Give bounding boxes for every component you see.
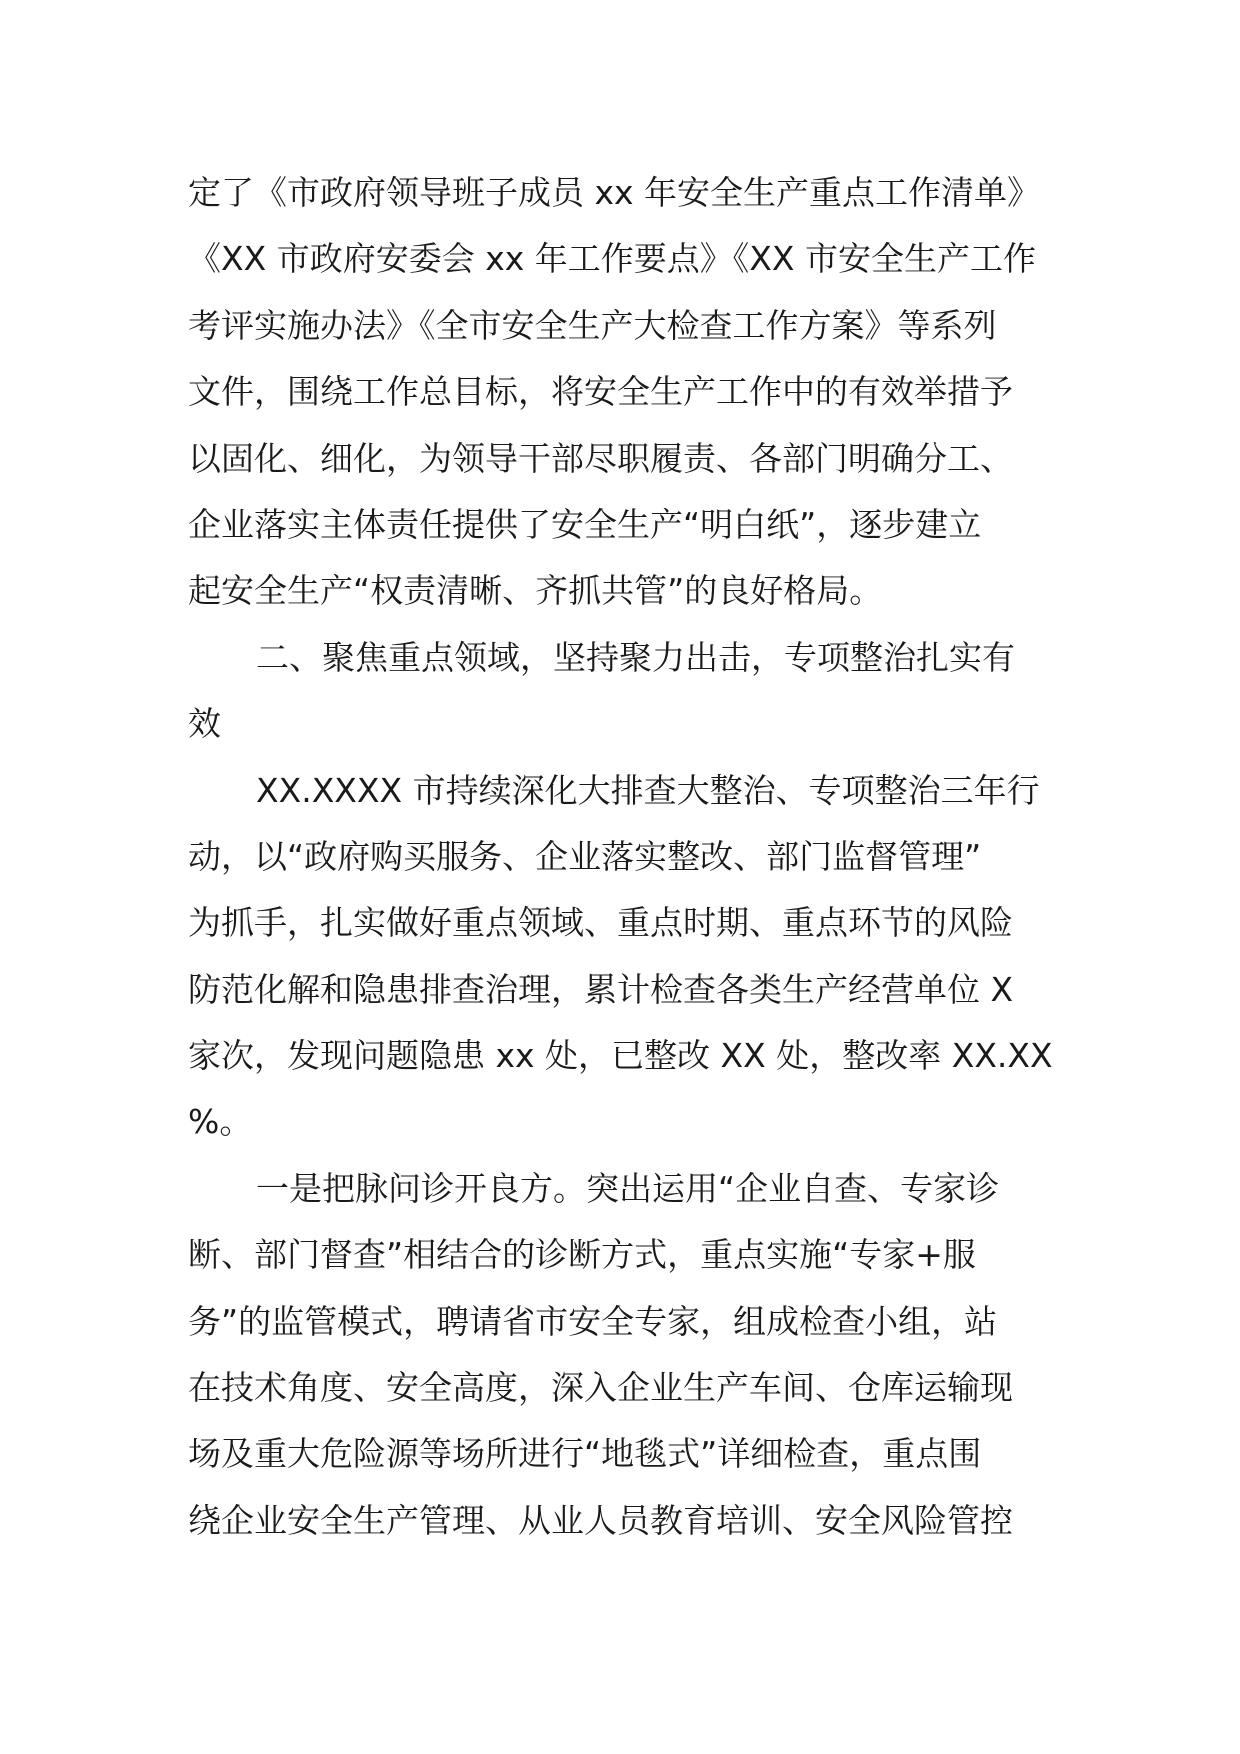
text-line: 家次，发现问题隐患 xx 处，已整改 XX 处，整改率 XX.XX <box>188 1036 1053 1076</box>
text-line: 防范化解和隐患排查治理，累计检查各类生产经营单位 X <box>188 969 1014 1009</box>
text-line: 绕企业安全生产管理、从业人员教育培训、安全风险管控 <box>188 1500 1013 1540</box>
section-heading-line: 二、聚焦重点领域，坚持聚力出击，专项整治扎实有 <box>256 637 1015 677</box>
text-line: 动，以“政府购买服务、企业落实整改、部门监督管理” <box>188 836 982 876</box>
text-line: 文件，围绕工作总目标，将安全生产工作中的有效举措予 <box>188 372 1013 412</box>
text-line: 企业落实主体责任提供了安全生产“明白纸”，逐步建立 <box>188 504 982 544</box>
text-line: %。 <box>188 1102 253 1142</box>
section-heading-line: 效 <box>188 704 221 744</box>
text-line: 一是把脉问诊开良方。突出运用“企业自查、专家诊 <box>256 1168 1000 1208</box>
text-line: 在技术角度、安全高度，深入企业生产车间、仓库运输现 <box>188 1368 1013 1408</box>
text-line: 务”的监管模式，聘请省市安全专家，组成检查小组，站 <box>188 1301 998 1341</box>
text-line: 断、部门督查”相结合的诊断方式，重点实施“专家+服 <box>188 1235 976 1275</box>
text-line: 《XX 市政府安委会 xx 年工作要点》《XX 市安全生产工作 <box>188 239 1036 279</box>
text-line: XX.XXXX 市持续深化大排查大整治、专项整治三年行 <box>256 770 1040 810</box>
text-line: 起安全生产“权责清晰、齐抓共管”的良好格局。 <box>188 571 883 611</box>
body-text <box>188 160 1058 1554</box>
text-line: 考评实施办法》《全市安全生产大检查工作方案》等系列 <box>188 305 997 345</box>
text-line: 定了《市政府领导班子成员 xx 年安全生产重点工作清单》 <box>188 173 1041 212</box>
text-line: 以固化、细化，为领导干部尽职履责、各部门明确分工、 <box>188 438 1013 478</box>
text-line: 场及重大危险源等场所进行“地毯式”详细检查，重点围 <box>188 1434 982 1474</box>
text-line: 为抓手，扎实做好重点领域、重点时期、重点环节的风险 <box>188 903 1013 943</box>
